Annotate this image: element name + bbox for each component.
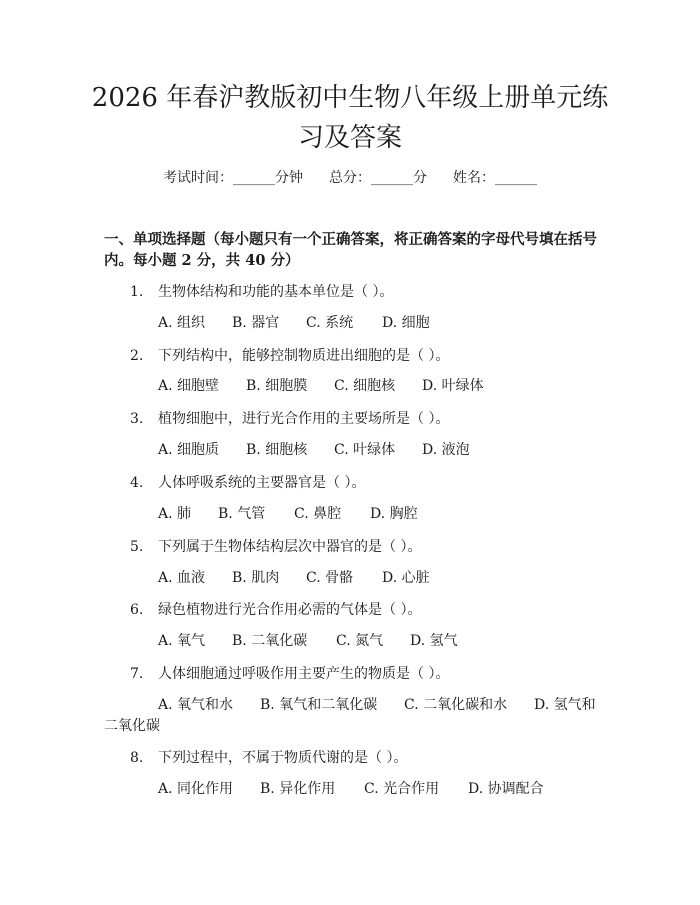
option-c: C. 系统 bbox=[306, 315, 354, 331]
option-a: A. 细胞壁 bbox=[158, 378, 220, 394]
option-b: B. 气管 bbox=[218, 506, 266, 522]
option-a: A. 血液 bbox=[158, 570, 206, 586]
question-6 bbox=[130, 600, 421, 620]
question-text: 植物细胞中，进行光合作用的主要场所是（ ）。 bbox=[158, 411, 450, 427]
question-5 bbox=[130, 537, 421, 557]
option-c: C. 鼻腔 bbox=[294, 506, 342, 522]
option-d: D. 协调配合 bbox=[468, 781, 544, 797]
option-b: B. 异化作用 bbox=[260, 781, 336, 797]
option-d: D. 胸腔 bbox=[370, 506, 418, 522]
question-4 bbox=[130, 473, 365, 493]
question-number: 5. bbox=[130, 539, 144, 555]
option-a: A. 组织 bbox=[158, 315, 206, 331]
question-8 bbox=[130, 748, 407, 768]
option-b: B. 细胞核 bbox=[246, 442, 308, 458]
question-text: 人体呼吸系统的主要器官是（ ）。 bbox=[158, 475, 366, 491]
page-title-line-2: 习及答案 bbox=[297, 123, 402, 153]
option-b: B. 二氧化碳 bbox=[232, 633, 308, 649]
question-5-options bbox=[158, 568, 430, 588]
question-3 bbox=[130, 409, 449, 429]
question-3-options bbox=[158, 440, 470, 460]
question-6-options bbox=[158, 631, 458, 651]
question-text: 下列结构中，能够控制物质进出细胞的是（ ）。 bbox=[158, 348, 450, 364]
question-text: 生物体结构和功能的基本单位是（ ）。 bbox=[158, 284, 394, 300]
option-a: A. 肺 bbox=[158, 506, 192, 522]
option-c: C. 氮气 bbox=[336, 633, 384, 649]
option-d: D. 叶绿体 bbox=[422, 378, 484, 394]
question-7-option-d-continued: 二氧化碳 bbox=[104, 718, 160, 734]
option-a: A. 氧气 bbox=[158, 633, 206, 649]
question-number: 3. bbox=[130, 411, 144, 427]
student-name: 姓名：______ bbox=[453, 170, 537, 186]
question-4-options bbox=[158, 504, 418, 524]
question-number: 6. bbox=[130, 602, 144, 618]
question-number: 4. bbox=[130, 475, 144, 491]
exam-info bbox=[0, 168, 700, 188]
option-d: D. 氢气 bbox=[410, 633, 458, 649]
option-c: C. 二氧化碳和水 bbox=[404, 697, 508, 713]
section-heading-line-1: 一、单项选择题（每小题只有一个正确答案，将正确答案的字母代号填在括号 bbox=[104, 231, 597, 248]
option-c: C. 叶绿体 bbox=[334, 442, 396, 458]
question-1 bbox=[130, 282, 393, 302]
question-number: 7. bbox=[130, 666, 144, 682]
question-2-options bbox=[158, 376, 484, 396]
question-7-options bbox=[158, 695, 596, 715]
exam-time: 考试时间：______分钟 bbox=[163, 170, 303, 186]
option-a: A. 氧气和水 bbox=[158, 697, 234, 713]
option-b: B. 肌肉 bbox=[232, 570, 280, 586]
option-d: D. 液泡 bbox=[422, 442, 470, 458]
question-text: 下列过程中，不属于物质代谢的是（ ）。 bbox=[158, 750, 408, 766]
question-number: 1. bbox=[130, 284, 144, 300]
option-b: B. 细胞膜 bbox=[246, 378, 308, 394]
option-d: D. 心脏 bbox=[382, 570, 430, 586]
question-number: 2. bbox=[130, 348, 144, 364]
question-1-options bbox=[158, 313, 430, 333]
option-c: C. 细胞核 bbox=[334, 378, 396, 394]
option-a: A. 同化作用 bbox=[158, 781, 234, 797]
option-a: A. 细胞质 bbox=[158, 442, 220, 458]
question-number: 8. bbox=[130, 750, 144, 766]
question-text: 下列属于生物体结构层次中器官的是（ ）。 bbox=[158, 539, 422, 555]
question-text: 绿色植物进行光合作用必需的气体是（ ）。 bbox=[158, 602, 422, 618]
option-d: D. 氢气和 bbox=[534, 697, 596, 713]
question-text: 人体细胞通过呼吸作用主要产生的物质是（ ）。 bbox=[158, 666, 450, 682]
option-c: C. 骨骼 bbox=[306, 570, 354, 586]
page-title-line-1: 2026 年春沪教版初中生物八年级上册单元练 bbox=[91, 83, 609, 113]
question-8-options bbox=[158, 779, 544, 799]
option-d: D. 细胞 bbox=[382, 315, 430, 331]
option-b: B. 器官 bbox=[232, 315, 280, 331]
option-c: C. 光合作用 bbox=[364, 781, 440, 797]
exam-score: 总分：______分 bbox=[329, 170, 427, 186]
question-2 bbox=[130, 346, 449, 366]
question-7 bbox=[130, 664, 449, 684]
option-b: B. 氧气和二氧化碳 bbox=[260, 697, 378, 713]
section-heading-line-2: 内。每小题 2 分，共 40 分） bbox=[104, 252, 300, 269]
